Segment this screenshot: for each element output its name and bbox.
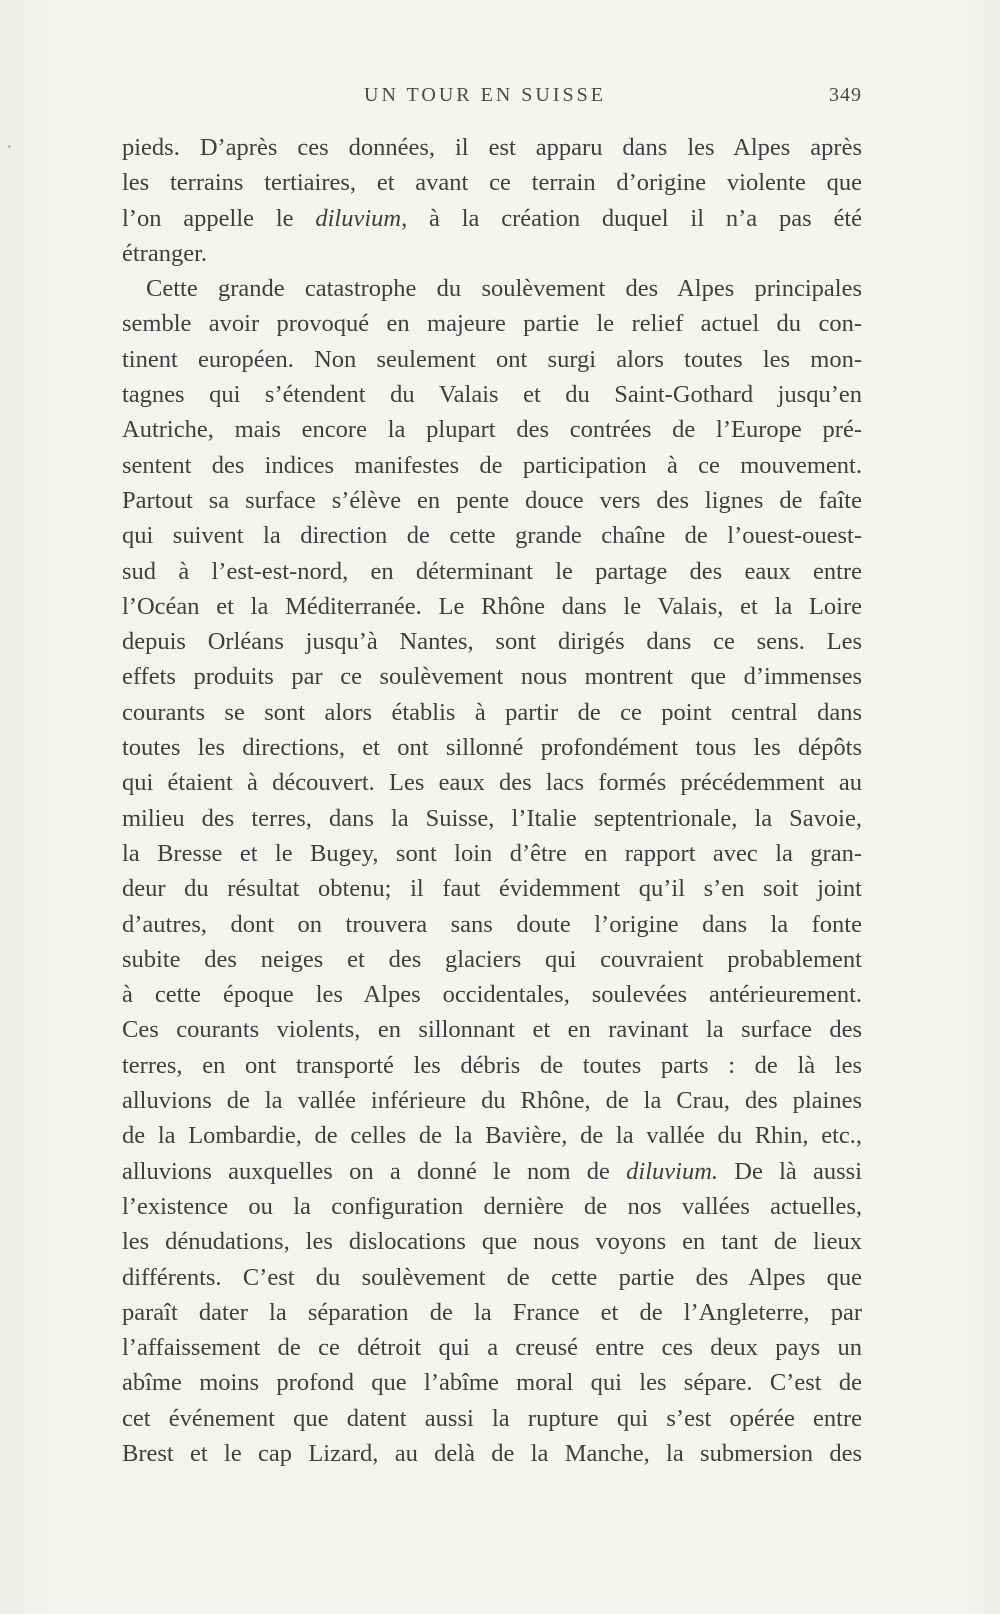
text-line: cet événement que datent aussi la rupture qui s’est opérée entre <box>122 1404 862 1432</box>
text-line: les dénudations, les dislocations que nous voyons en tant de lieux <box>122 1228 862 1256</box>
text-line: l’Océan et la Méditerranée. Le Rhône dans le Valais, et la Loire <box>122 592 862 620</box>
text-line: depuis Orléans jusqu’à Nantes, sont dirigés dans ce sens. Les <box>122 628 862 656</box>
text-line: deur du résultat obtenu; il faut évidemment qu’il s’en soit joint <box>122 875 862 903</box>
text-line: tinent européen. Non seulement ont surgi alors toutes les mon- <box>122 345 862 373</box>
text-line: courants se sont alors établis à partir de ce point central dans <box>122 698 862 726</box>
italic-term: diluvium, <box>315 204 408 232</box>
text-line: tagnes qui s’étendent du Valais et du Saint-Gothard jusqu’en <box>122 381 862 409</box>
text-line: qui suivent la direction de cette grande chaîne de l’ouest-ouest- <box>122 522 862 550</box>
text-line: de la Lombardie, de celles de la Bavière, de la vallée du Rhin, etc., <box>122 1122 862 1150</box>
text-line: différents. C’est du soulèvement de cette partie des Alpes que <box>122 1263 862 1291</box>
body-text <box>122 130 862 1471</box>
text-line: étranger. <box>122 239 208 267</box>
text-segment: à la création duquel il n’a pas été <box>407 204 862 232</box>
text-line: milieu des terres, dans la Suisse, l’Italie septentrionale, la Savoie, <box>122 804 862 832</box>
text-line: d’autres, dont on trouvera sans doute l’origine dans la fonte <box>122 910 862 938</box>
text-line: qui étaient à découvert. Les eaux des lacs formés précédemment au <box>122 769 862 797</box>
text-line <box>122 1154 862 1189</box>
margin-speck <box>8 145 11 148</box>
text-segment: De là aussi <box>718 1157 863 1185</box>
text-line: effets produits par ce soulèvement nous montrent que d’immenses <box>122 663 862 691</box>
text-line: alluvions de la vallée inférieure du Rhône, de la Crau, des plaines <box>122 1087 862 1115</box>
text-line: Brest et le cap Lizard, au delà de la Manche, la submersion des <box>122 1439 862 1467</box>
text-line: l’existence ou la configuration dernière de nos vallées actuelles, <box>122 1192 862 1220</box>
text-line: l’affaissement de ce détroit qui a creusé entre ces deux pays un <box>122 1334 862 1362</box>
text-line: pieds. D’après ces données, il est apparu dans les Alpes après <box>122 134 862 161</box>
text-line: toutes les directions, et ont sillonné profondément tous les dépôts <box>122 734 862 762</box>
paragraph-start-line: Cette grande catastrophe du soulèvement des Alpes principales <box>146 275 862 303</box>
text-line: la Bresse et le Bugey, sont loin d’être en rapport avec la gran- <box>122 839 862 867</box>
text-line: Autriche, mais encore la plupart des contrées de l’Europe pré- <box>122 416 862 444</box>
text-line: à cette époque les Alpes occidentales, soulevées antérieurement. <box>122 981 862 1009</box>
page-number: 349 <box>829 84 862 106</box>
text-line: les terrains tertiaires, et avant ce terrain d’origine violente que <box>122 169 862 197</box>
text-line: Ces courants violents, en sillonnant et en ravinant la surface des <box>122 1016 862 1044</box>
italic-term: diluvium. <box>626 1157 719 1185</box>
text-line: sud à l’est-est-nord, en déterminant le partage des eaux entre <box>122 557 862 585</box>
text-line: Partout sa surface s’élève en pente douce vers des lignes de faîte <box>122 486 862 514</box>
text-line: subite des neiges et des glaciers qui couvraient probablement <box>122 945 862 973</box>
running-header <box>122 84 862 114</box>
text-line: semble avoir provoqué en majeure partie le relief actuel du con- <box>122 310 862 338</box>
running-title: UN TOUR EN SUISSE <box>364 84 606 106</box>
text-segment: alluvions auxquelles on a donné le nom de <box>122 1157 627 1185</box>
text-line: paraît dater la séparation de la France et de l’Angleterre, par <box>122 1298 862 1326</box>
text-line <box>122 201 862 236</box>
text-segment: l’on appelle le <box>122 204 316 232</box>
text-line: terres, en ont transporté les débris de toutes parts : de là les <box>122 1051 862 1079</box>
text-line: sentent des indices manifestes de participation à ce mouvement. <box>122 451 862 479</box>
text-line: abîme moins profond que l’abîme moral qui les sépare. C’est de <box>122 1369 862 1397</box>
